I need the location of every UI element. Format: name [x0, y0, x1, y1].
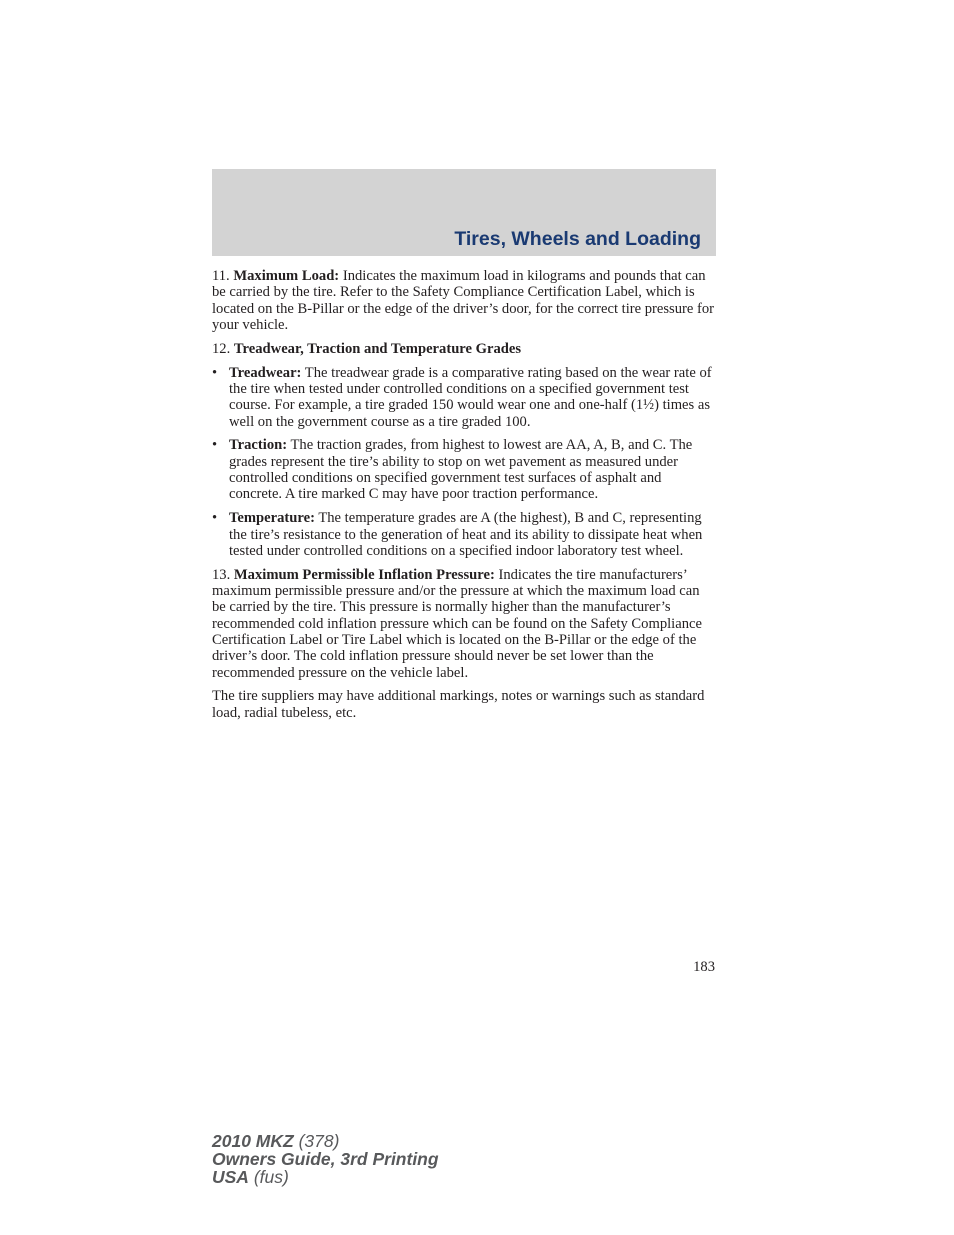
item-12-term: Treadwear, Traction and Temperature Grades: [233, 340, 522, 357]
footer-model: 2010 MKZ: [212, 1131, 294, 1151]
footer-model-code: (378): [298, 1131, 340, 1151]
item-12: [212, 341, 716, 357]
item-13: [212, 567, 716, 681]
bullet-treadwear-term: Treadwear:: [229, 364, 302, 381]
bullet-dot-icon: •: [212, 364, 218, 381]
bullet-traction: [212, 437, 716, 502]
item-12-number: 12.: [212, 340, 231, 357]
item-13-text: Indicates the tire manufacturers’ maximum permissible pressure and/or the pressure at which the maximum load can be carried by the tire. This pressure is normally higher than the manufacturer’s recommended cold inflation pressure which can be found on the Safety Compliance Certification Label or Tire Label which is located on the B-Pillar or the edge of the driver’s door. The cold inflation pressure should never be set lower than the recommended pressure on the vehicle label.: [212, 566, 702, 681]
bullet-dot-icon: •: [212, 437, 218, 454]
bullet-traction-term: Traction:: [229, 437, 288, 454]
item-11-text: Indicates the maximum load in kilograms and pounds that can be carried by the tire. Refer to the Safety Compliance Certification Label, which is located on the B-Pillar or the edge of the driver’s door, for the correct tire pressure for your vehicle.: [212, 268, 715, 333]
item-11: [212, 268, 716, 333]
footer-market: USA: [212, 1167, 249, 1187]
footer-market-code: (fus): [253, 1167, 289, 1187]
bullet-dot-icon: •: [212, 510, 218, 527]
page-content: [212, 268, 716, 729]
footer-line-3: [212, 1168, 439, 1186]
item-11-term: Maximum Load:: [233, 268, 340, 284]
item-11-number: 11.: [212, 268, 230, 284]
footer-line-1: [212, 1132, 439, 1150]
bullet-treadwear: [212, 365, 716, 430]
item-13-term: Maximum Permissible Inflation Pressure:: [233, 566, 495, 583]
item-13-number: 13.: [212, 566, 231, 583]
bullet-traction-text: The traction grades, from highest to lowest are AA, A, B, and C. The grades represent the tire’s ability to stop on wet pavement as measured under controlled conditions on specified government test surfaces of asphalt and concrete. A tire marked C may have poor traction performance.: [229, 437, 693, 503]
bullet-temperature-term: Temperature:: [229, 510, 315, 527]
section-title: Tires, Wheels and Loading: [454, 228, 701, 250]
page-number: 183: [693, 959, 715, 975]
document-footer: [212, 1132, 439, 1186]
bullet-temperature-text: The temperature grades are A (the highest), B and C, representing the tire’s resistance to the generation of heat and its ability to dissipate heat when tested under controlled conditions on a specified indoor laboratory test wheel.: [229, 510, 703, 559]
section-header-bar: [212, 169, 716, 256]
bullet-treadwear-text: The treadwear grade is a comparative rating based on the wear rate of the tire when tested under controlled conditions on a specified government test course. For example, a tire graded 150 would wear one and one-half (1½) times as well on the government course as a tire graded 100.: [229, 364, 712, 430]
bullet-temperature: [212, 510, 716, 559]
closing-paragraph: The tire suppliers may have additional markings, notes or warnings such as standard load, radial tubeless, etc.: [212, 688, 705, 721]
footer-line-2: Owners Guide, 3rd Printing: [212, 1149, 439, 1169]
